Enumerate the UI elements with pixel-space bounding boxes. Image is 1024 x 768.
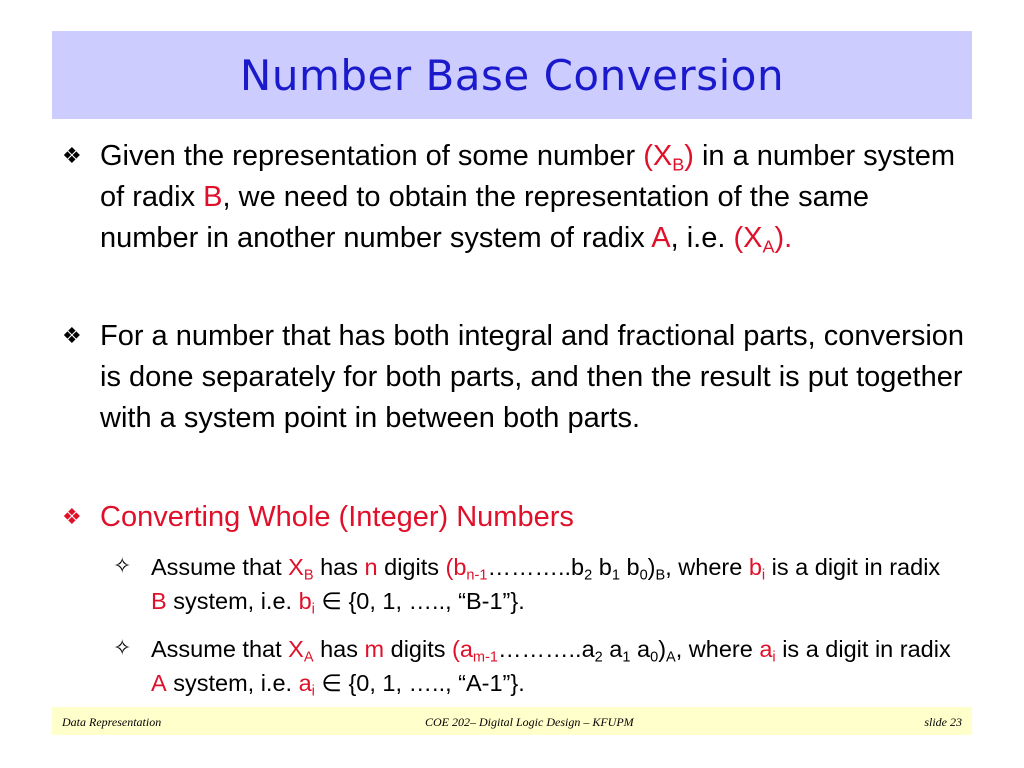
bullet-2: ❖ For a number that has both integral and fractional parts, conversion is done separately for both parts, and then the result is put together with a system point in between both parts. [100,316,970,439]
footer-left: Data Representation [62,715,162,729]
star-bullet-icon: ✧ [113,636,132,661]
diamond-bullet-icon: ❖ [62,144,82,169]
footer-right: slide 23 [924,715,962,729]
diamond-bullet-icon: ❖ [62,505,82,530]
sub-bullet-1: ✧ Assume that $X_B$ has n digits ($b_{n-1}\dots\dots\dots..b_2$ $b_1$ $b_0)_B$, where $b_i$ is a digit in radix B system, i.e. $b_i$ ∈ {0, 1, ….., “B-1”}. [151,550,961,618]
star-bullet-icon: ✧ [113,554,132,579]
bullet-1: ❖ Given the representation of some number $(X_B)$ in a number system of radix B, we need to obtain the representation of the same number in another number system of radix A, i.e. $(X_A)$. [100,136,970,259]
diamond-bullet-icon: ❖ [62,324,82,349]
slide-title: Number Base Conversion [239,50,785,100]
footer-center: COE 202– Digital Logic Design – KFUPM [425,715,634,729]
sub-bullet-2: ✧ Assume that $X_A$ has m digits ($a_{m-1}\dots\dots\dots..a_2$ $a_1$ $a_0)_A$, where $a_i$ is a digit in radix A system, i.e. $a_i$ ∈ {0, 1, ….., “A-1”}. [151,632,961,700]
title-bar [52,31,972,119]
slide-footer [52,707,972,735]
bullet-3: ❖ Converting Whole (Integer) Numbers [100,497,970,538]
